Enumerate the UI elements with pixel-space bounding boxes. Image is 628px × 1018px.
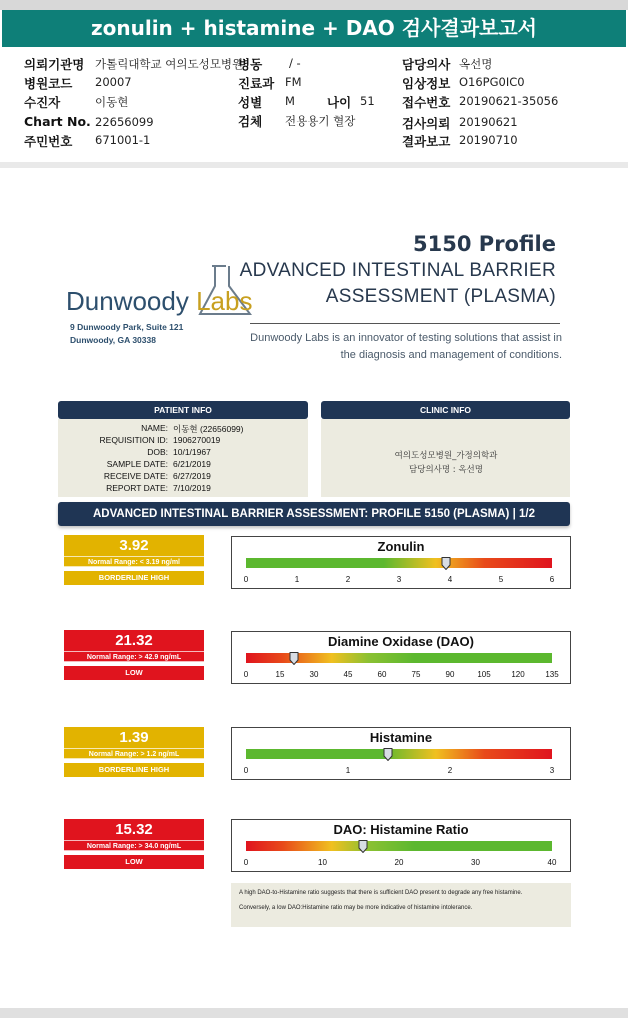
sex-label: 성별	[238, 95, 263, 110]
gauge-marker-icon	[441, 555, 450, 568]
specimen-value: 전용용기 혈장	[285, 114, 356, 128]
clinic-doctor: 담당의사명 : 옥선명	[409, 465, 483, 475]
bottom-bar	[0, 1008, 628, 1018]
patient-info-value: 1906270019	[173, 435, 221, 445]
chart-label: Chart No.	[24, 114, 91, 129]
gauge-bar	[246, 749, 552, 759]
tagline-line2: the diagnosis and management of conditions.	[340, 349, 562, 361]
receipt-label: 접수번호	[402, 95, 451, 110]
receipt-value: 20190621-35056	[459, 94, 559, 108]
gauge-tick-label: 40	[547, 858, 557, 867]
clinic-info-header: CLINIC INFO	[321, 401, 570, 419]
gauge-tick-label: 45	[343, 670, 353, 679]
result-gauge	[231, 631, 571, 684]
gauge-tick-label: 0	[243, 766, 249, 775]
gauge-ticks	[243, 766, 555, 778]
result-value: 15.32	[64, 819, 204, 840]
hospital-code-label: 병원코드	[24, 76, 73, 91]
sex-value: M	[285, 94, 295, 108]
rrn-value: 671001-1	[95, 133, 151, 147]
gauge-tick-label: 75	[411, 670, 421, 679]
request-value: 20190621	[459, 115, 518, 129]
result-range: Normal Range: > 42.9 ng/mL	[64, 651, 204, 662]
specimen-label: 검체	[238, 114, 263, 129]
patient-info-label: DOB:	[147, 447, 168, 457]
result-flag: LOW	[64, 666, 204, 680]
result-flag: BORDERLINE HIGH	[64, 571, 204, 585]
patient-info-header: PATIENT INFO	[58, 401, 308, 419]
doctor-value: 옥선명	[459, 57, 493, 71]
gauge-tick-label: 30	[309, 670, 319, 679]
gauge-title: Zonulin	[377, 539, 425, 554]
clinic-info-panel	[321, 419, 570, 497]
gauge-title: Histamine	[369, 730, 433, 745]
lab-report-page	[0, 168, 628, 1010]
result-badge	[64, 727, 204, 777]
gauge-tick-label: 15	[275, 670, 285, 679]
result-gauge	[231, 727, 571, 780]
gauge-tick-label: 5	[498, 575, 504, 584]
gauge-tick-label: 3	[549, 766, 555, 775]
gauge-tick-label: 1	[294, 575, 300, 584]
gauge-tick-label: 20	[394, 858, 404, 867]
gauge-marker-icon	[359, 838, 368, 851]
age-label: 나이	[327, 95, 352, 110]
assessment-header: ADVANCED INTESTINAL BARRIER ASSESSMENT: PROFILE 5150 (PLASMA) | 1/2	[58, 502, 570, 526]
rrn-label: 주민번호	[24, 134, 73, 149]
ward-value: / -	[289, 56, 301, 70]
patient-info-label: REQUISITION ID:	[99, 435, 168, 445]
report-date-value: 20190710	[459, 133, 518, 147]
gauge-tick-label: 0	[243, 670, 249, 679]
institution-label: 의뢰기관명	[24, 57, 85, 72]
gauge-tick-label: 0	[243, 858, 249, 867]
tagline-divider	[250, 323, 560, 324]
gauge-bar	[246, 558, 552, 568]
ratio-note	[231, 883, 571, 927]
result-flag: LOW	[64, 855, 204, 869]
gauge-tick-label: 3	[396, 575, 402, 584]
result-flag: BORDERLINE HIGH	[64, 763, 204, 777]
result-range: Normal Range: > 1.2 ng/mL	[64, 748, 204, 759]
result-value: 1.39	[64, 727, 204, 748]
gauge-ticks	[243, 575, 555, 587]
note-line1: A high DAO-to-Histamine ratio suggests that there is sufficient DAO present to degrade any free histamine.	[239, 890, 523, 896]
patient-info-label: SAMPLE DATE:	[106, 459, 168, 469]
gauge-tick-label: 2	[345, 575, 351, 584]
result-range: Normal Range: < 3.19 ng/ml	[64, 556, 204, 567]
institution-value: 가톨릭대학교 여의도성모병원	[95, 57, 244, 71]
gauge-marker-icon	[290, 650, 299, 663]
gauge-tick-label: 0	[243, 575, 249, 584]
gauge-tick-label: 135	[545, 670, 559, 679]
gauge-tick-label: 2	[447, 766, 453, 775]
dept-value: FM	[285, 75, 302, 89]
top-bar	[0, 0, 628, 10]
result-value: 3.92	[64, 535, 204, 556]
clinic-name: 여의도성모병원_가정의학과	[394, 451, 498, 461]
patient-info-label: RECEIVE DATE:	[103, 471, 168, 481]
gauge-tick-label: 105	[477, 670, 491, 679]
profile-title-line1: ADVANCED INTESTINAL BARRIER	[239, 260, 556, 281]
gauge-tick-label: 60	[377, 670, 387, 679]
chart-value: 22656099	[95, 115, 154, 129]
gauge-marker-icon	[383, 746, 392, 759]
result-badge	[64, 630, 204, 680]
dept-label: 진료과	[238, 76, 275, 91]
patient-value: 이동현	[95, 95, 129, 109]
patient-info-value: 6/27/2019	[173, 471, 211, 481]
gauge-ticks	[243, 858, 557, 870]
gauge-tick-label: 10	[318, 858, 327, 867]
patient-info-value: 7/10/2019	[173, 483, 211, 493]
logo-labs: Labs	[196, 286, 253, 316]
request-label: 검사의뢰	[402, 116, 451, 131]
lab-address	[70, 321, 183, 347]
gauge-bar	[246, 653, 552, 663]
gauge-tick-label: 120	[511, 670, 525, 679]
gauge-title: DAO: Histamine Ratio	[333, 822, 469, 837]
tagline-line1: Dunwoody Labs is an innovator of testing solutions that assist in	[250, 332, 562, 344]
patient-info-panel	[58, 419, 308, 497]
result-gauge	[231, 819, 571, 872]
profile-number: 5150 Profile	[413, 232, 556, 256]
patient-label: 수진자	[24, 95, 61, 110]
logo-name: Dunwoody	[66, 286, 189, 316]
result-badge	[64, 819, 204, 869]
dunwoody-labs-logo	[66, 286, 252, 317]
patient-info-value: 이동현 (22656099)	[173, 424, 244, 434]
patient-info-label: REPORT DATE:	[106, 483, 168, 493]
result-range: Normal Range: > 34.0 ng/mL	[64, 840, 204, 851]
note-line2: Conversely, a low DAO:Histamine ratio may be more indicative of histamine intolerance.	[239, 904, 473, 911]
gauge-tick-label: 90	[445, 670, 455, 679]
address-line2: Dunwoody, GA 30338	[70, 335, 156, 345]
result-badge	[64, 535, 204, 585]
profile-title-line2: ASSESSMENT (PLASMA)	[325, 286, 556, 307]
ward-label: 병동	[238, 57, 263, 72]
gauge-tick-label: 30	[471, 858, 480, 867]
gauge-title: Diamine Oxidase (DAO)	[328, 634, 474, 649]
patient-info-value: 6/21/2019	[173, 459, 211, 469]
lab-tagline	[242, 330, 562, 364]
gauge-tick-label: 1	[345, 766, 351, 775]
clinical-info-value: O16PG0IC0	[459, 75, 525, 89]
report-date-label: 결과보고	[402, 134, 451, 149]
patient-info-label: NAME:	[141, 423, 168, 433]
gauge-tick-label: 4	[447, 575, 453, 584]
address-line1: 9 Dunwoody Park, Suite 121	[70, 322, 184, 332]
age-value: 51	[360, 94, 375, 108]
clinical-info-label: 임상정보	[402, 76, 451, 91]
result-gauge	[231, 536, 571, 589]
result-value: 21.32	[64, 630, 204, 651]
hospital-code-value: 20007	[95, 75, 132, 89]
gauge-bar	[246, 841, 552, 851]
gauge-ticks	[243, 670, 559, 682]
gauge-tick-label: 6	[549, 575, 555, 584]
report-title: zonulin + histamine + DAO 검사결과보고서	[2, 10, 626, 47]
doctor-label: 담당의사	[402, 57, 451, 72]
patient-info-value: 10/1/1967	[173, 447, 211, 457]
